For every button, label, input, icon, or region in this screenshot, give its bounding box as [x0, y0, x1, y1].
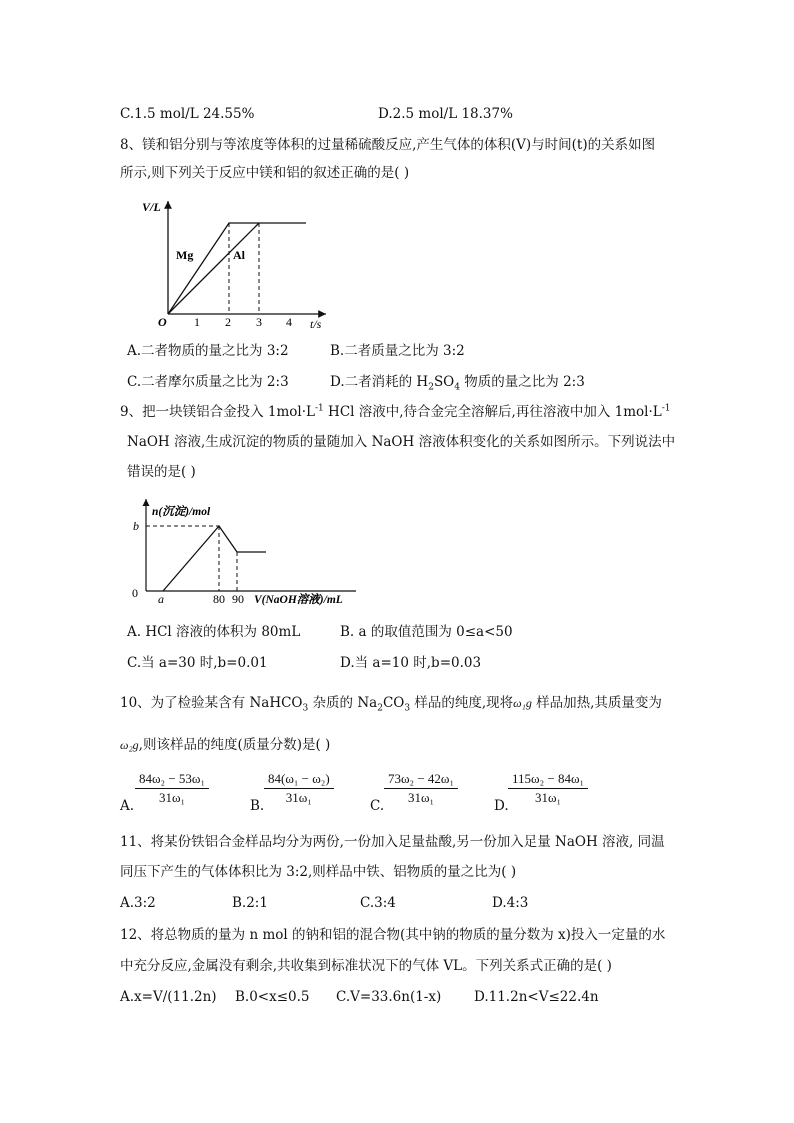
q8-xtick-1: 1 — [194, 315, 200, 329]
q10-option-d-fraction: $\frac{\text{115ω₂ − 84ω₁}}{\text{31ω₁}}$ — [508, 770, 588, 807]
q9-precipitate-graph — [128, 493, 368, 611]
q10-stem-line1: 10、为了检验某含有 NaHCO$_3$ 杂质的 $Na_2CO_3$ 样品的纯度,现将ω₁g 样品加热,其质量变为 — [120, 695, 662, 714]
q10-option-a-fraction: $\frac{\text{84ω₂ − 53ω₁}}{\text{31ω₁}}$ — [135, 770, 209, 807]
q9-origin: 0 — [132, 586, 138, 600]
q9-ytick-b: b — [133, 519, 139, 533]
q8-stem-line2: 所示,则下列关于反应中镁和铝的叙述正确的是( ) — [120, 165, 410, 181]
q12-option-b: B.0<x≤0.5 — [235, 989, 310, 1005]
q9-option-d: D.当 a=10 时,b=0.03 — [340, 655, 482, 671]
q8-option-b: B.二者质量之比为 3:2 — [330, 343, 465, 359]
q10-option-c-fraction: $\frac{\text{73ω₂ − 42ω₁}}{\text{31ω₁}}$ — [384, 770, 458, 807]
q9-option-b: B. a 的取值范围为 0≤a<50 — [340, 624, 513, 640]
q8-xtick-4: 4 — [286, 315, 292, 329]
q7-option-c: C.1.5 mol/L 24.55% — [120, 106, 255, 122]
q9-option-c: C.当 a=30 时,b=0.01 — [127, 655, 268, 671]
q12-stem-line1: 12、将总物质的量为 n mol 的钠和铝的混合物(其中钠的物质的量分数为 x)投入一定量的水 — [120, 927, 666, 943]
q9-xtick-80: 80 — [213, 592, 225, 606]
q12-stem-line2: 中充分反应,金属没有剩余,共收集到标准状况下的气体 VL。下列关系式正确的是( ) — [120, 958, 612, 974]
q12-option-a: A.x=V/(11.2n) — [120, 989, 217, 1005]
q10-option-b-fraction: $\frac{\text{84(ω₁ − ω₂)}}{\text{31ω₁}}$ — [264, 770, 334, 807]
q8-stem-line1: 8、镁和铝分别与等浓度等体积的过量稀硫酸反应,产生气体的体积(V)与时间(t)的关系如图 — [120, 137, 656, 153]
q9-stem-line2: NaOH 溶液,生成沉淀的物质的量随加入 NaOH 溶液体积变化的关系如图所示。下列说法中 — [127, 434, 676, 450]
q9-stem-line1: 9、把一块镁铝合金投入 $1mol\cdot L^{-1}$ HCl 溶液中,待合金完全溶解后,再往溶液中加入 $1mol\cdot L^{-1}$ — [120, 403, 671, 420]
q8-xtick-3: 3 — [256, 315, 262, 329]
q8-mg-label: Mg — [176, 248, 194, 262]
q9-xtick-90: 90 — [232, 592, 244, 606]
q10-option-d-letter: D. — [494, 798, 509, 814]
q10-option-a-letter: A. — [120, 798, 135, 814]
q11-stem-line1: 11、将某份铁铝合金样品均分为两份,一份加入足量盐酸,另一份加入足量 NaOH 溶液, 同温 — [120, 834, 665, 850]
q8-y-label: V/L — [142, 200, 161, 214]
q10-w2g: ω₂g — [120, 738, 139, 752]
q11-option-d: D.4:3 — [492, 895, 529, 911]
q8-x-label: t/s — [310, 317, 322, 330]
q9-x-label: V(NaOH溶液)/mL — [254, 594, 343, 606]
q8-volume-time-graph — [138, 195, 338, 330]
q8-xtick-2: 2 — [225, 315, 231, 329]
q10-stem-line2: ω₂g,则该样品的纯度(质量分数)是( ) — [120, 737, 331, 753]
q8-option-d: D.二者消耗的 $H_2SO_4$ 物质的量之比为 2:3 — [330, 374, 585, 393]
q8-mg-curve — [168, 223, 306, 314]
q7-option-d: D.2.5 mol/L 18.37% — [378, 106, 513, 122]
q8-option-c: C.二者摩尔质量之比为 2:3 — [127, 374, 289, 390]
q8-option-a: A.二者物质的量之比为 3:2 — [127, 343, 289, 359]
q10-option-b-letter: B. — [250, 798, 265, 814]
q10-option-c-letter: C. — [370, 798, 385, 814]
q11-option-a: A.3:2 — [120, 895, 156, 911]
q8-al-label: Al — [233, 248, 245, 262]
q11-option-c: C.3:4 — [360, 895, 396, 911]
q9-stem-line3: 错误的是( ) — [127, 464, 196, 480]
q8-al-curve — [168, 223, 259, 314]
q11-option-b: B.2:1 — [232, 895, 268, 911]
q9-xtick-a: a — [158, 592, 164, 606]
q9-curve — [163, 526, 266, 591]
q8-origin: O — [158, 315, 167, 329]
q10-w1g: ω₁g — [513, 696, 532, 710]
q9-y-label: n(沉淀)/mol — [152, 506, 211, 518]
q12-option-d: D.11.2n<V≤22.4n — [474, 989, 599, 1005]
q12-option-c: C.V=33.6n(1-x) — [336, 989, 442, 1005]
q11-stem-line2: 同压下产生的气体体积比为 3:2,则样品中铁、铝物质的量之比为( ) — [120, 864, 517, 880]
q9-option-a: A. HCl 溶液的体积为 80mL — [127, 624, 301, 640]
